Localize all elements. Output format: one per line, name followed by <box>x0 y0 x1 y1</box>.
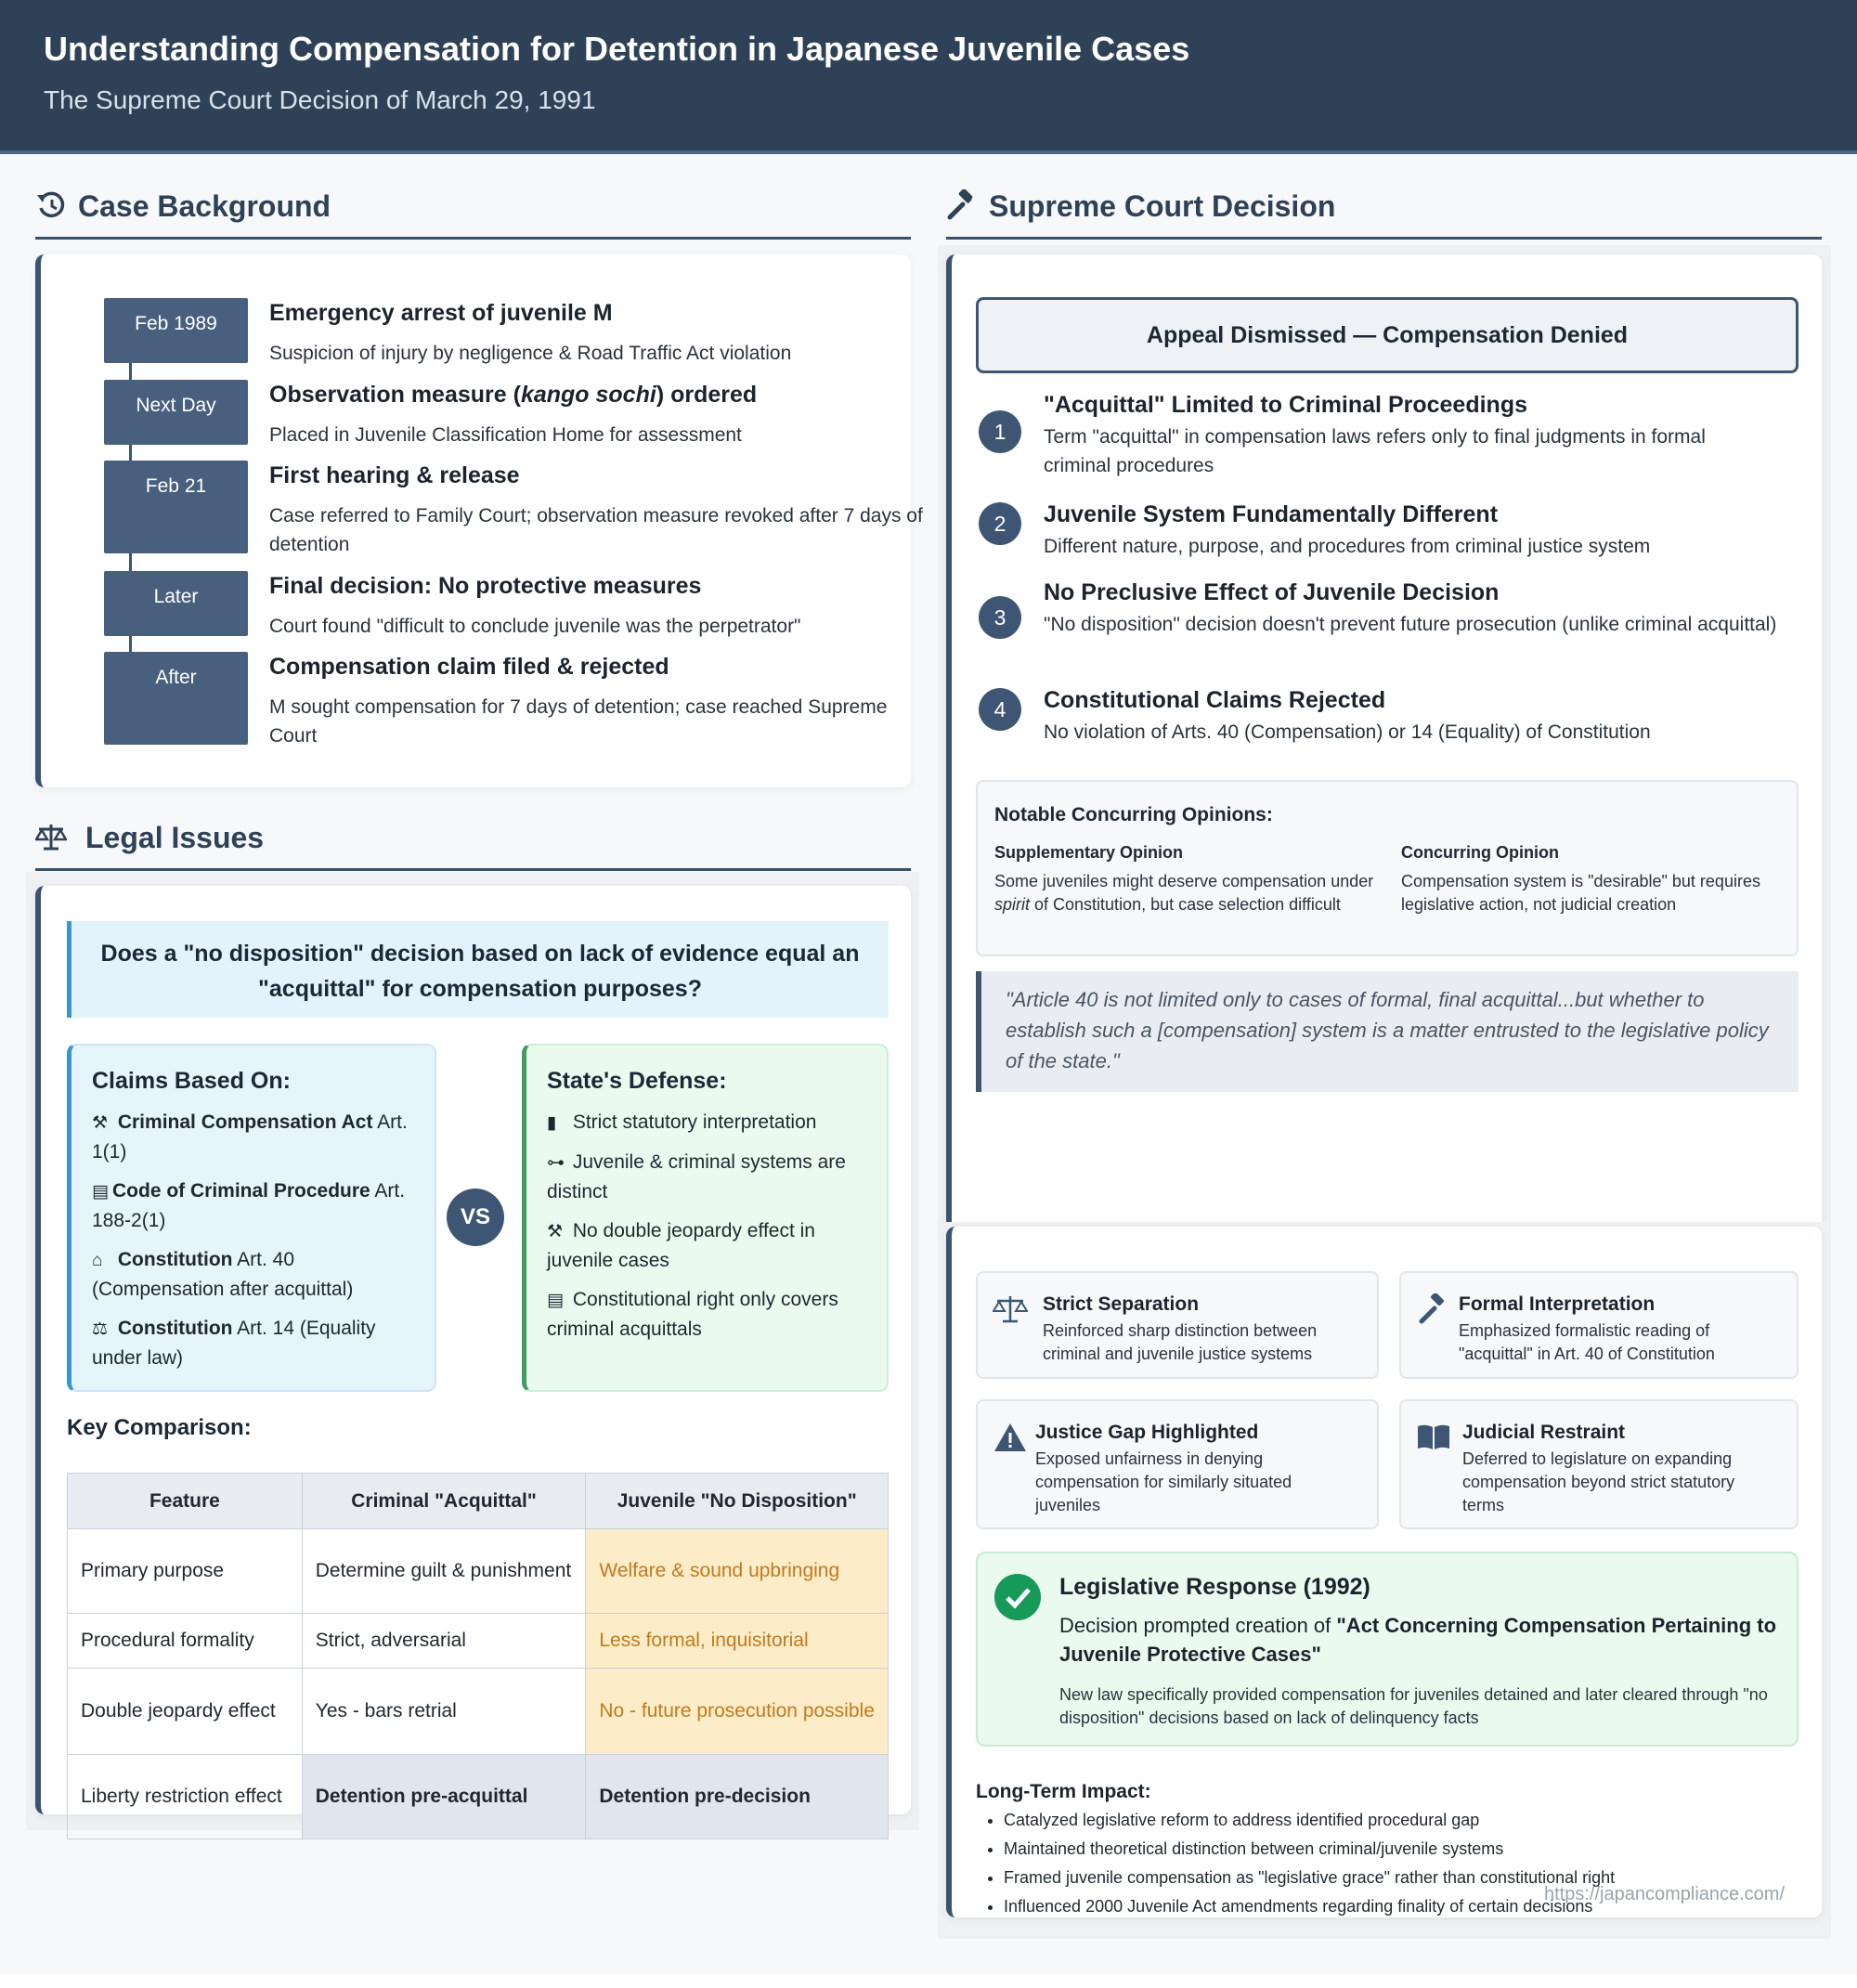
case-background-heading <box>35 154 911 240</box>
scale-icon: ⚖ <box>92 1319 109 1339</box>
page-subtitle: The Supreme Court Decision of March 29, 1991 <box>44 85 596 114</box>
sitemap-icon: ⊶ <box>547 1153 565 1173</box>
table-cell: No - future prosecution possible <box>586 1669 889 1755</box>
opinions-box <box>976 780 1799 956</box>
table-cell: Yes - bars retrial <box>302 1669 586 1755</box>
gavel-icon: ⚒ <box>92 1113 109 1133</box>
significance-title: Strict Separation <box>1043 1293 1200 1315</box>
opinion-label: Supplementary Opinion <box>994 843 1184 862</box>
timeline-item <box>104 380 940 445</box>
point-title: No Preclusive Effect of Juvenile Decision <box>1044 579 1500 605</box>
significance-title: Formal Interpretation <box>1459 1293 1656 1315</box>
building-icon: ⌂ <box>92 1251 103 1270</box>
point-number: 3 <box>979 596 1021 639</box>
significance-item <box>976 1271 1379 1379</box>
decision-card <box>946 254 1822 1283</box>
timeline-desc: Case referred to Family Court; observation measure revoked after 7 days of detention <box>269 505 923 555</box>
legislative-desc: Decision prompted creation of "Act Concerning Compensation Pertaining to Juvenile Protective Cases" <box>1059 1614 1777 1666</box>
book-icon: ▮ <box>547 1113 557 1133</box>
verdict-banner: Appeal Dismissed — Compensation Denied <box>976 297 1799 373</box>
table-row <box>68 1614 889 1669</box>
timeline-desc: Court found "difficult to conclude juvenile was the perpetrator" <box>269 616 801 637</box>
significance-item <box>976 1399 1379 1529</box>
point-desc: No violation of Arts. 40 (Compensation) or 14 (Equality) of Constitution <box>1044 721 1651 743</box>
gavel-icon <box>1416 1293 1451 1325</box>
claims-box <box>67 1044 436 1392</box>
timeline-item <box>104 298 940 363</box>
table-cell: Strict, adversarial <box>302 1614 586 1669</box>
list-item: • Influenced 2000 Juvenile Act amendments regarding finality of certain decisions <box>1004 1892 1793 1921</box>
list-item: • Maintained theoretical distinction between criminal/juvenile systems <box>1004 1835 1793 1864</box>
legal-issues-card <box>35 886 911 1814</box>
point-desc: "No disposition" decision doesn't prevent future prosecution (unlike criminal acquittal) <box>1044 614 1777 635</box>
timeline-card <box>35 254 923 787</box>
timeline-title: Observation measure (kango sochi) ordered <box>269 382 758 408</box>
timeline-desc: Placed in Juvenile Classification Home for assessment <box>269 424 742 446</box>
check-circle-icon <box>994 1574 1041 1620</box>
scale-icon <box>35 821 67 852</box>
point-desc: Term "acquittal" in compensation laws refers only to final judgments in formal criminal procedures <box>1044 426 1706 476</box>
table-cell: Liberty restriction effect <box>68 1755 303 1839</box>
concurring-opinion <box>1401 843 1782 916</box>
legislative-response <box>976 1552 1799 1747</box>
table-cell: Detention pre-acquittal <box>302 1755 586 1839</box>
defense-box <box>522 1044 889 1392</box>
timeline-date: Feb 1989 <box>104 298 248 363</box>
defense-title: State's Defense: <box>547 1068 727 1094</box>
timeline-item <box>104 571 940 636</box>
table-header-row <box>68 1474 889 1529</box>
gavel-icon <box>946 189 978 221</box>
comparison-title: Key Comparison: <box>67 1415 252 1440</box>
court-quote: "Article 40 is not limited only to cases of formal, final acquittal...but whether to establish such a [compensation] system is a matter entrusted to the legislative policy of the state." <box>976 971 1799 1092</box>
page-body <box>0 154 1857 1974</box>
long-term-title: Long-Term Impact: <box>976 1781 1151 1802</box>
column-header: Feature <box>68 1474 303 1529</box>
legal-issues-heading <box>35 786 911 871</box>
timeline-title: First hearing & release <box>269 462 520 488</box>
timeline-date: Feb 21 <box>104 461 248 553</box>
opinion-label: Concurring Opinion <box>1401 843 1559 862</box>
source-url[interactable]: https://japancompliance.com/ <box>1544 1884 1786 1904</box>
timeline-item <box>104 461 940 553</box>
opinion-text: Compensation system is "desirable" but requires legislative action, not judicial creation <box>1401 872 1760 914</box>
significance-title: Justice Gap Highlighted <box>1035 1422 1259 1443</box>
table-row <box>68 1755 889 1839</box>
opinion-text: Some juveniles might deserve compensation under spirit of Constitution, but case selection difficult <box>994 872 1374 914</box>
table-cell: Detention pre-decision <box>586 1755 889 1839</box>
page-title: Understanding Compensation for Detention in Japanese Juvenile Cases <box>44 30 1190 68</box>
list-item: • Catalyzed legislative reform to address identified procedural gap <box>1004 1806 1793 1835</box>
point-number: 1 <box>979 410 1021 453</box>
file-contract-icon: ▤ <box>547 1291 564 1310</box>
section-title: Supreme Court Decision <box>989 189 1336 223</box>
versus-badge: VS <box>447 1189 504 1246</box>
table-row <box>68 1669 889 1755</box>
history-icon <box>35 189 67 221</box>
claims-title: Claims Based On: <box>92 1068 291 1094</box>
point-number: 2 <box>979 502 1021 545</box>
list-item: • Framed juvenile compensation as "legislative grace" rather than constitutional right <box>1004 1864 1793 1892</box>
point-desc: Different nature, purpose, and procedures from criminal justice system <box>1044 536 1651 557</box>
supplementary-opinion <box>994 843 1375 916</box>
table-cell: Determine guilt & punishment <box>302 1529 586 1614</box>
claim-item: ⚒ Criminal Compensation Act Art. 1(1) <box>92 1108 414 1166</box>
open-book-icon <box>1416 1422 1451 1453</box>
timeline-title: Emergency arrest of juvenile M <box>269 300 613 326</box>
significance-desc: Deferred to legislature on expanding compensation beyond strict statutory terms <box>1462 1449 1735 1514</box>
timeline-desc: Suspicion of injury by negligence & Road Traffic Act violation <box>269 343 792 364</box>
table-row <box>68 1529 889 1614</box>
table-cell: Procedural formality <box>68 1614 303 1669</box>
significance-item <box>1399 1399 1799 1529</box>
table-cell: Primary purpose <box>68 1529 303 1614</box>
column-header: Criminal "Acquittal" <box>302 1474 586 1529</box>
significance-desc: Reinforced sharp distinction between criminal and juvenile justice systems <box>1043 1321 1318 1363</box>
timeline-item <box>104 652 940 745</box>
document-icon: ▤ <box>92 1182 109 1202</box>
point-title: "Acquittal" Limited to Criminal Proceedings <box>1044 392 1527 418</box>
column-header: Juvenile "No Disposition" <box>586 1474 889 1529</box>
opinions-heading: Notable Concurring Opinions: <box>994 804 1273 825</box>
timeline-date: Later <box>104 571 248 636</box>
timeline-desc: M sought compensation for 7 days of detention; case reached Supreme Court <box>269 696 888 747</box>
table-cell: Less formal, inquisitorial <box>586 1614 889 1669</box>
point-title: Juvenile System Fundamentally Different <box>1044 501 1499 527</box>
defense-item: ⊶ Juvenile & criminal systems are distinct <box>547 1148 866 1206</box>
significance-title: Judicial Restraint <box>1462 1422 1626 1443</box>
table-cell: Double jeopardy effect <box>68 1669 303 1755</box>
scale-icon <box>993 1293 1028 1325</box>
timeline-date: Next Day <box>104 380 248 445</box>
point-title: Constitutional Claims Rejected <box>1044 687 1386 713</box>
page-header <box>0 0 1857 154</box>
timeline-date: After <box>104 652 248 745</box>
significance-desc: Exposed unfairness in denying compensation for similarly situated juveniles <box>1035 1449 1292 1514</box>
warning-icon <box>993 1422 1028 1453</box>
significance-card <box>946 1227 1822 1917</box>
significance-desc: Emphasized formalistic reading of "acquittal" in Art. 40 of Constitution <box>1459 1321 1715 1363</box>
defense-item: ▤ Constitutional right only covers criminal acquittals <box>547 1285 866 1344</box>
claim-item: ⚖ Constitution Art. 14 (Equality under law) <box>92 1314 414 1372</box>
legislative-note: New law specifically provided compensation for juveniles detained and later cleared through "no disposition" decisions based on lack of delinquency facts <box>1059 1685 1768 1727</box>
timeline-title: Compensation claim filed & rejected <box>269 654 669 680</box>
central-question: Does a "no disposition" decision based on lack of evidence equal an "acquittal" for compensation purposes? <box>67 921 889 1018</box>
gavel-icon: ⚒ <box>547 1222 564 1241</box>
section-title: Case Background <box>78 189 331 223</box>
defense-item: ⚒ No double jeopardy effect in juvenile cases <box>547 1216 866 1275</box>
comparison-table <box>67 1473 889 1839</box>
significance-item <box>1399 1271 1799 1379</box>
legislative-title: Legislative Response (1992) <box>1059 1574 1370 1600</box>
defense-item: ▮ Strict statutory interpretation <box>547 1108 866 1137</box>
timeline-title: Final decision: No protective measures <box>269 573 702 599</box>
section-title: Legal Issues <box>85 821 265 854</box>
point-number: 4 <box>979 688 1021 731</box>
table-cell: Welfare & sound upbringing <box>586 1529 889 1614</box>
claim-item: ▤ Code of Criminal Procedure Art. 188-2(1) <box>92 1176 414 1235</box>
claim-item: ⌂ Constitution Art. 40 (Compensation after acquittal) <box>92 1245 414 1304</box>
decision-heading <box>946 154 1822 240</box>
